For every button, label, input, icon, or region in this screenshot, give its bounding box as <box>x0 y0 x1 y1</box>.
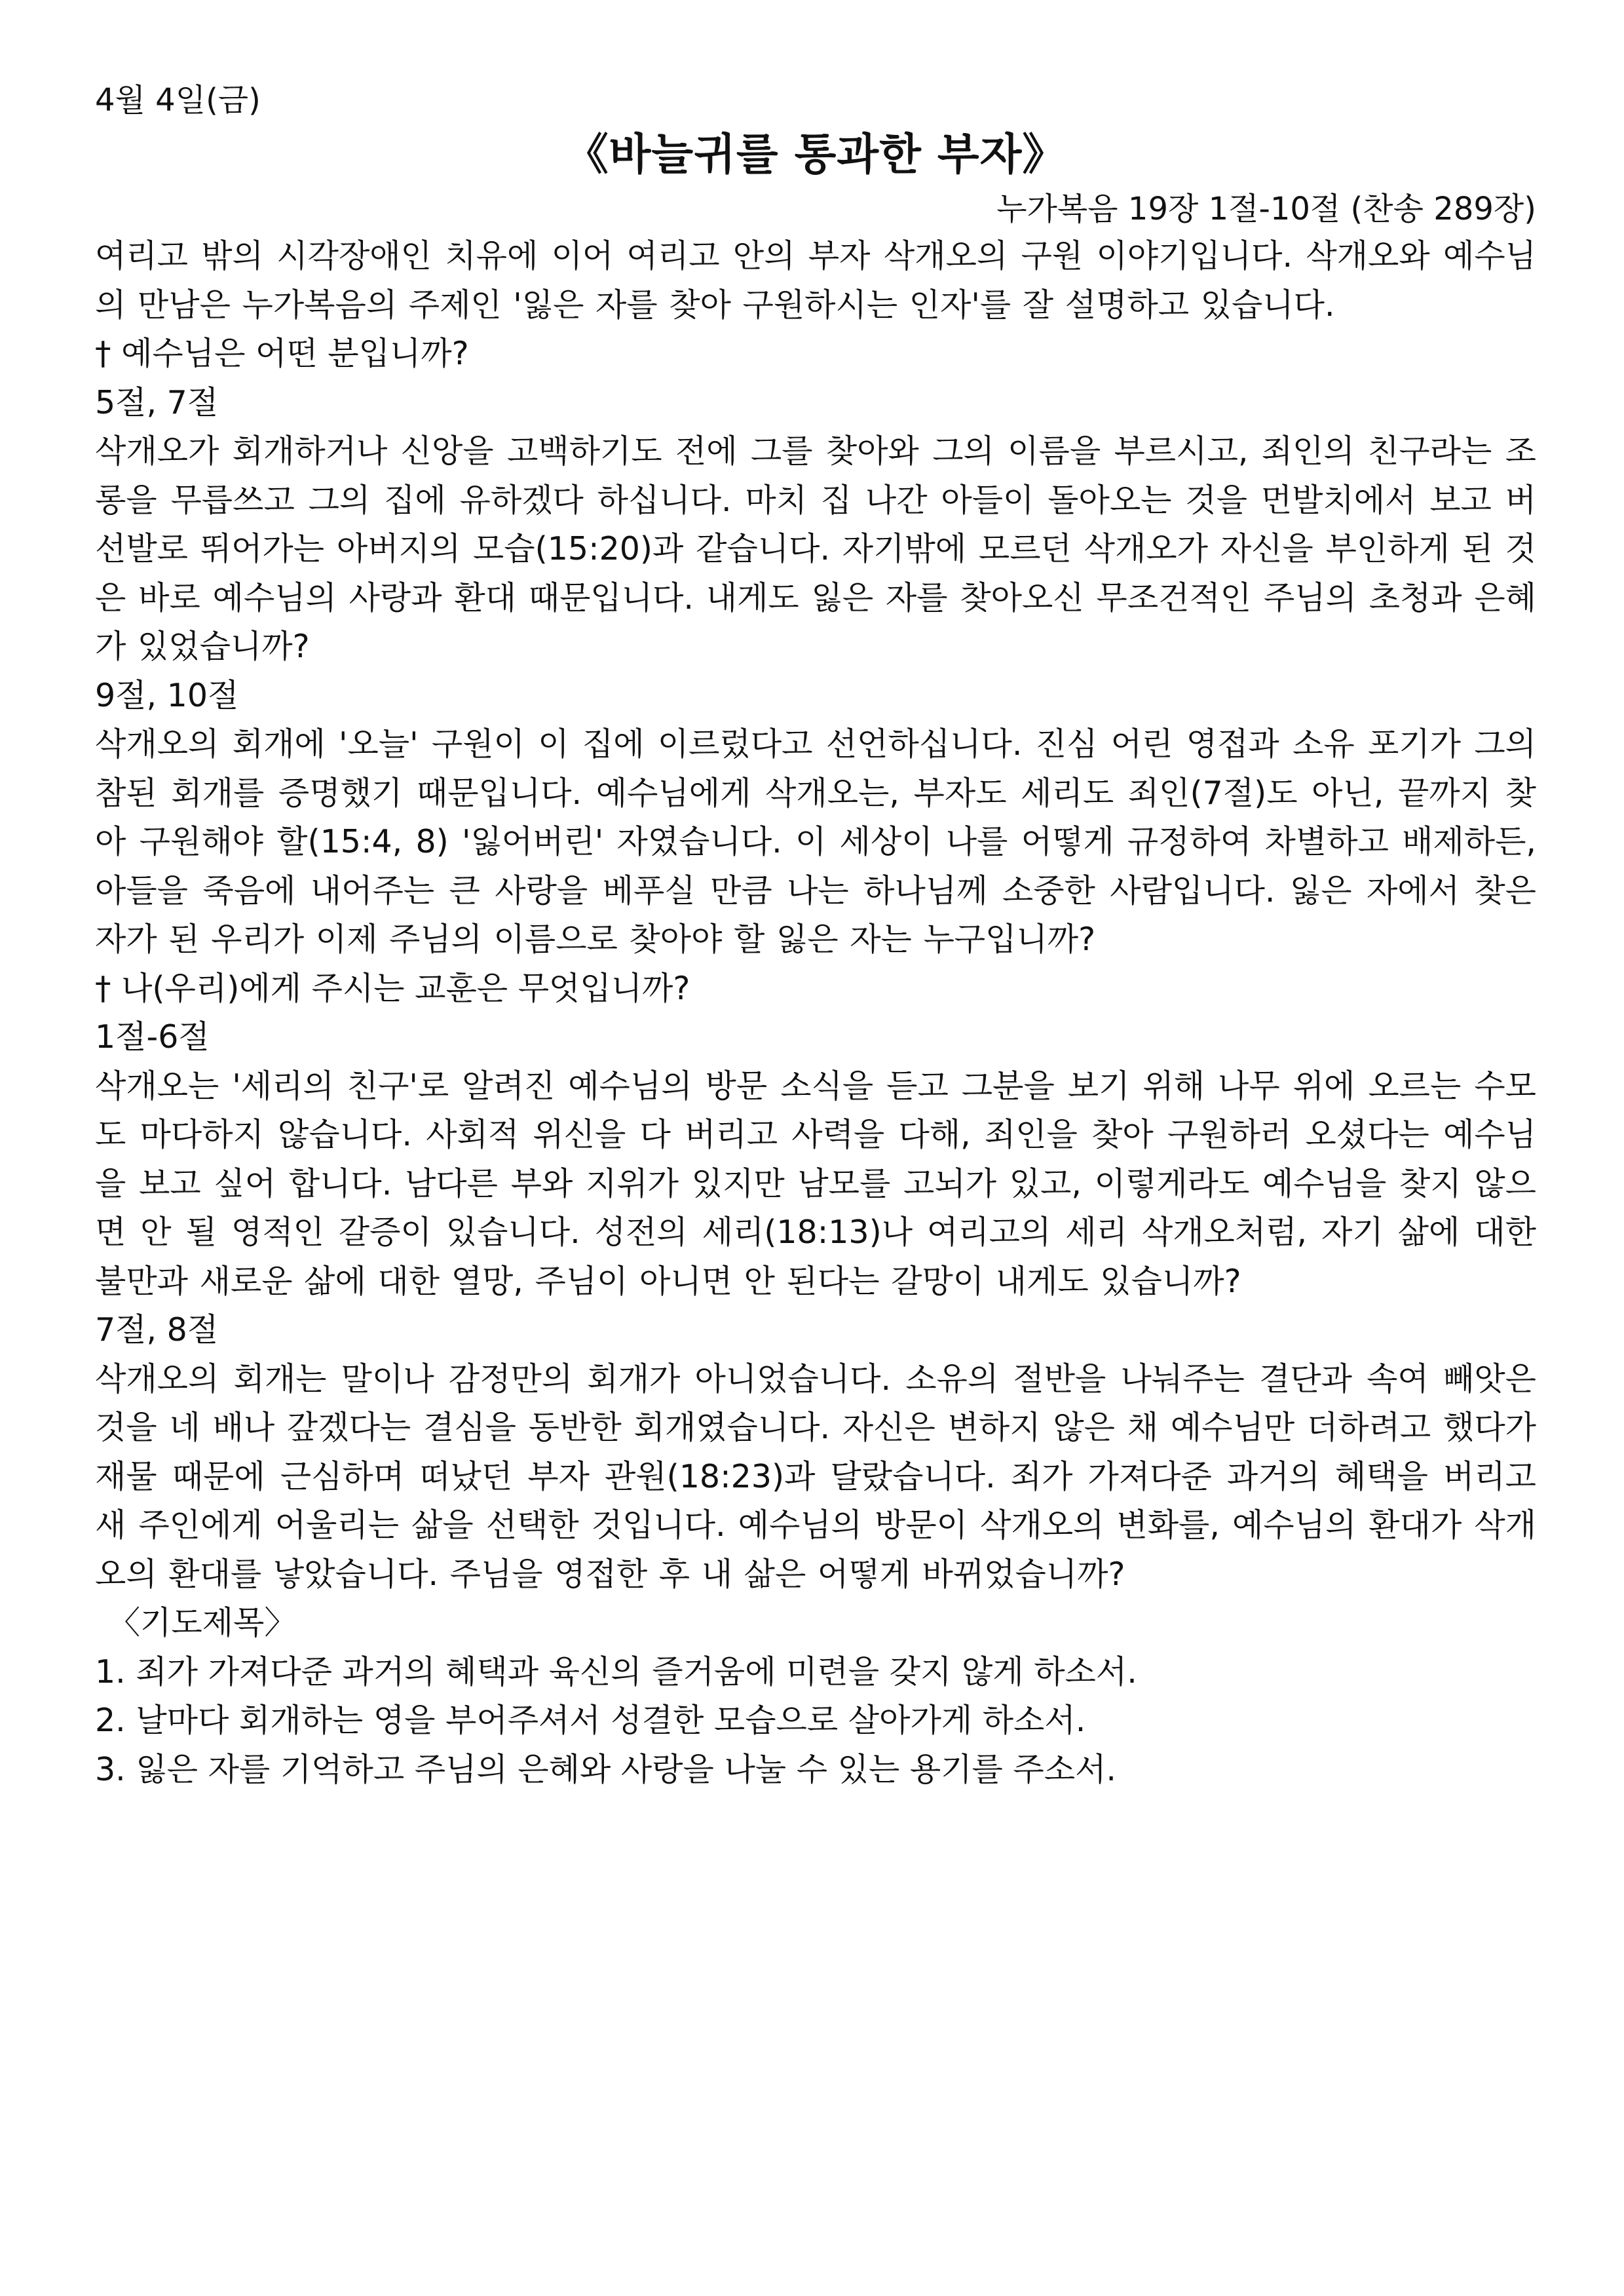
prayer-item: 3. 잃은 자를 기억하고 주님의 은혜와 사랑을 나눌 수 있는 용기를 주소서. <box>95 1750 1117 1788</box>
section-heading-who-is-jesus: † 예수님은 어떤 분입니까? <box>95 335 469 372</box>
scripture-reference: 누가복음 19장 1절-10절 (찬송 289장) <box>996 191 1536 227</box>
body-paragraph: 삭개오의 회개에 '오늘' 구원이 이 집에 이르렀다고 선언하십니다. 진심 어린 영접과 소유 포기가 그의 참된 회개를 증명했기 때문입니다. 예수님에게 삭개오는, 부자도 세리도 죄인(7절)도 아닌, 끝까지 찾아 구원해야 할(15:4, 8) '잃어버린' 자였습니다. 이 세상이 나를 어떻게 규정하여 차별하고 배제하든, 아들을 죽음에 내어주는 큰 사랑을 베푸실 만큼 나는 하나님께 소중한 사람입니다. 잃은 자에서 찾은 자가 된 우리가 이제 주님의 이름으로 찾아야 할 잃은 자는 누구입니까? <box>95 725 1536 958</box>
verse-label: 7절, 8절 <box>95 1311 219 1349</box>
prayer-item: 2. 날마다 회개하는 영을 부어주셔서 성결한 모습으로 살아가게 하소서. <box>95 1702 1086 1739</box>
verse-label: 5절, 7절 <box>95 383 219 421</box>
verse-label: 1절-6절 <box>95 1018 210 1056</box>
date-label: 4월 4일(금) <box>95 82 261 119</box>
prayer-list <box>95 1648 1536 1795</box>
body-paragraph: 삭개오는 '세리의 친구'로 알려진 예수님의 방문 소식을 듣고 그분을 보기 위해 나무 위에 오르는 수모도 마다하지 않습니다. 사회적 위신을 다 버리고 사력을 다해, 죄인을 찾아 구원하러 오셨다는 예수님을 보고 싶어 합니다. 남다른 부와 지위가 있지만 남모를 고뇌가 있고, 이렇게라도 예수님을 찾지 않으면 안 될 영적인 갈증이 있습니다. 성전의 세리(18:13)나 여리고의 세리 삭개오처럼, 자기 삶에 대한 불만과 새로운 삶에 대한 열망, 주님이 아니면 안 된다는 갈망이 내게도 있습니까? <box>95 1067 1536 1300</box>
prayer-item: 1. 죄가 가져다준 과거의 혜택과 육신의 즐거움에 미련을 갖지 않게 하소서. <box>95 1653 1137 1691</box>
verse-label: 9절, 10절 <box>95 676 239 714</box>
body-paragraph: 삭개오의 회개는 말이나 감정만의 회개가 아니었습니다. 소유의 절반을 나눠주는 결단과 속여 빼앗은 것을 네 배나 갚겠다는 결심을 동반한 회개였습니다. 자신은 변하지 않은 채 예수님만 더하려고 했다가 재물 때문에 근심하며 떠났던 부자 관원(18:23)과 달랐습니다. 죄가 가져다준 과거의 혜택을 버리고 새 주인에게 어울리는 삶을 선택한 것입니다. 예수님의 방문이 삭개오의 변화를, 예수님의 환대가 삭개오의 환대를 낳았습니다. 주님을 영접한 후 내 삶은 어떻게 바뀌었습니까? <box>95 1360 1536 1593</box>
body-paragraph: 삭개오가 회개하거나 신앙을 고백하기도 전에 그를 찾아와 그의 이름을 부르시고, 죄인의 친구라는 조롱을 무릅쓰고 그의 집에 유하겠다 하십니다. 마치 집 나간 아들이 돌아오는 것을 먼발치에서 보고 버선발로 뛰어가는 아버지의 모습(15:20)과 같습니다. 자기밖에 모르던 삭개오가 자신을 부인하게 된 것은 바로 예수님의 사랑과 환대 때문입니다. 내게도 잃은 자를 찾아오신 무조건적인 주님의 초청과 은혜가 있었습니까? <box>95 432 1536 665</box>
section-heading-lesson: † 나(우리)에게 주시는 교훈은 무엇입니까? <box>95 969 690 1007</box>
intro-paragraph: 여리고 밖의 시각장애인 치유에 이어 여리고 안의 부자 삭개오의 구원 이야기입니다. 삭개오와 예수님의 만남은 누가복음의 주제인 '잃은 자를 찾아 구원하시는 인자'를 잘 설명하고 있습니다. <box>95 237 1536 324</box>
page-title: 《바늘귀를 통과한 부자》 <box>565 129 1067 180</box>
devotional-page <box>95 77 1536 1794</box>
prayer-heading: 〈기도제목〉 <box>108 1604 297 1641</box>
